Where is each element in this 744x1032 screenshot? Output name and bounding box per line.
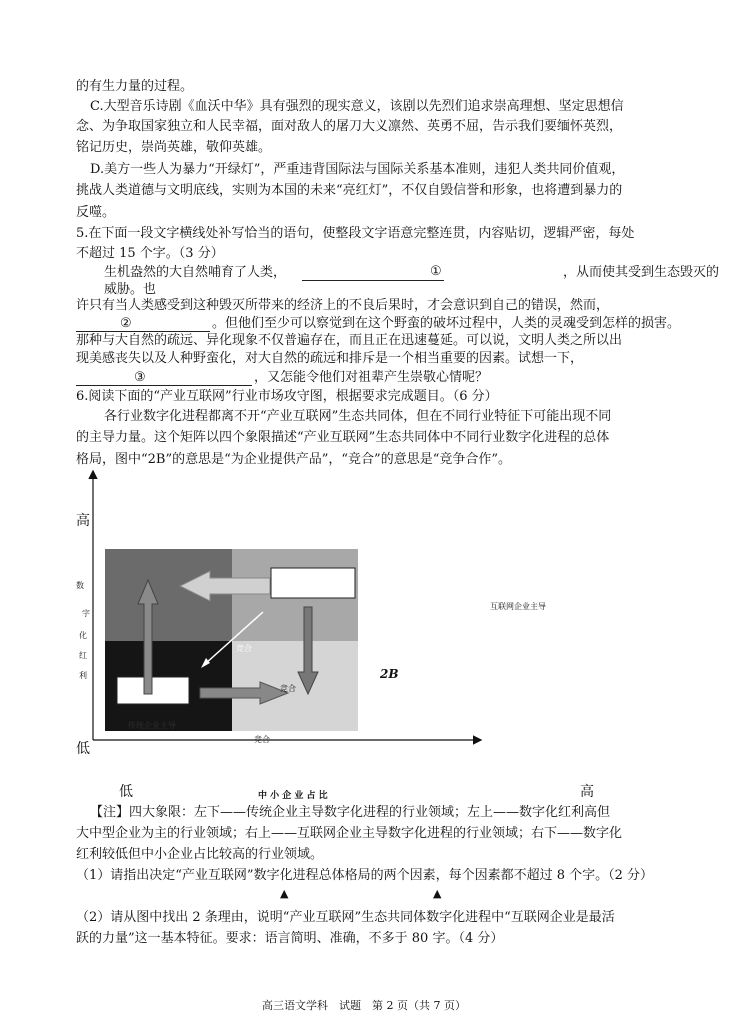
sub-question-2: （2）请从图中找出 2 条理由，说明“产业互联网”生态共同体数字化进程中“互联网企业是最活: [76, 910, 615, 925]
passage-line: 许只有当人类感受到这种毁灭所带来的经济上的不良后果时，才会意识到自己的错误，然而，: [76, 298, 610, 313]
x-axis-low-label: 低: [119, 784, 133, 800]
blank-1-marker: ①: [430, 264, 442, 279]
option-c-line: C.大型音乐诗剧《血沃中华》具有强烈的现实意义，该剧以先烈们追求崇高理想、坚定思想信: [90, 99, 624, 114]
text-line: 的有生力量的过程。: [76, 79, 194, 94]
y-axis-label-char: 化: [79, 631, 87, 640]
label-traditional-led: 传统企业主导: [128, 721, 176, 730]
blank-3-line[interactable]: [76, 384, 252, 386]
passage-line: 那种与大自然的疏远、异化现象不仅普遍存在，而且正在迅速蔓延。可以说，文明人类之所以出: [76, 333, 623, 348]
y-axis-label-char: 字: [82, 609, 90, 618]
sub-question-1: （1）请指出决定“产业互联网”数字化进程总体格局的两个因素，每个因素都不超过 8 个字。（2 分）: [76, 868, 654, 883]
option-d-line: 反噬。: [76, 205, 116, 220]
y-axis-label-char: 利: [79, 671, 87, 680]
answer-box-2: [117, 677, 189, 704]
sub-question-2: 跃的力量”这一基本特征。要求：语言简明、准确，不多于 80 字。（4 分）: [76, 931, 504, 946]
page-footer: 高三语文学科 试题 第 2 页（共 7 页）: [262, 999, 466, 1012]
option-d-line: D.美方一些人为暴力“开绿灯”，严重违背国际法与国际关系基本准则，违犯人类共同价值观，: [90, 162, 625, 177]
option-c-line: 念、为争取国家独立和人民幸福，面对敌人的屠刀大义凛然、英勇不屈，告示我们要缅怀英烈，: [76, 119, 623, 134]
option-c-line: 铭记历史，崇尚英雄，敬仰英雄。: [76, 140, 272, 155]
label-internet-led: 互联网企业主导: [490, 602, 546, 611]
question-5: 不超过 15 个字。（3 分）: [76, 246, 224, 261]
note-line: 红利较低但中小企业占比较高的行业领域。: [76, 847, 324, 862]
triangle-marker: ▲: [433, 887, 442, 900]
question-5: 5.在下面一段文字横线处补写恰当的语句，使整段文字语意完整连贯，内容贴切，逻辑严密，每处: [76, 226, 635, 241]
passage-line: 。但他们至少可以察觉到在这个野蛮的破坏过程中，人类的灵魂受到怎样的损害。: [212, 316, 681, 331]
blank-2-marker: ②: [120, 316, 132, 331]
blank-2-line[interactable]: [76, 330, 210, 332]
label-jinghe-right: 竞合: [280, 684, 296, 693]
passage-line: 生机盎然的大自然哺育了人类，: [104, 265, 287, 280]
option-d-line: 挑战人类道德与文明底线，实则为本国的未来“亮红灯”，不仅自毁信誉和形象，也将遭到暴力的: [76, 183, 623, 198]
y-axis-low-label: 低: [76, 741, 90, 757]
y-axis-label-char: 数: [76, 581, 84, 590]
passage-line: 威胁。也: [104, 282, 157, 297]
stem-line: 的主导力量。这个矩阵以四个象限描述“产业互联网”生态共同体中不同行业数字化进程的总体: [76, 430, 610, 445]
label-2b: 2B: [380, 667, 399, 681]
label-jinghe-bottom: 竞合: [254, 735, 270, 744]
blank-3-marker: ③: [134, 370, 146, 385]
passage-line: 现美感丧失以及人种野蛮化，对大自然的疏远和排斥是一个相当重要的因素。试想一下，: [76, 351, 584, 366]
question-6: 6.阅读下面的“产业互联网”行业市场攻守图，根据要求完成题目。（6 分）: [76, 389, 498, 404]
answer-box-1: [271, 568, 355, 598]
quadrant-chart: [60, 462, 500, 762]
quadrant-top-left: [105, 549, 232, 641]
blank-1-line[interactable]: [302, 279, 444, 281]
label-jinghe-top: 竞合: [236, 644, 252, 653]
x-axis-high-label: 高: [580, 784, 594, 800]
stem-line: 格局，图中“2B”的意思是“为企业提供产品”，“竞合”的意思是“竞争合作”。: [76, 452, 511, 467]
y-axis-label-char: 红: [79, 651, 87, 660]
triangle-marker: ▲: [280, 887, 289, 900]
note-line: 大中型企业为主的行业领域；右上——互联网企业主导数字化进程的行业领域；右下——数字化: [76, 826, 623, 841]
passage-line: ，从而使其受到生态毁灭的: [563, 265, 720, 280]
note-line: 【注】四大象限：左下——传统企业主导数字化进程的行业领域；左上——数字化红利高但: [90, 805, 611, 820]
y-axis-high-label: 高: [76, 513, 90, 529]
stem-line: 各行业数字化进程都离不开“产业互联网”生态共同体，但在不同行业特征下可能出现不同: [104, 409, 612, 424]
x-axis-label: 中 小 企 业 占 比: [258, 791, 328, 801]
passage-line: ，又怎能令他们对祖辈产生崇敬心情呢？: [254, 370, 489, 385]
